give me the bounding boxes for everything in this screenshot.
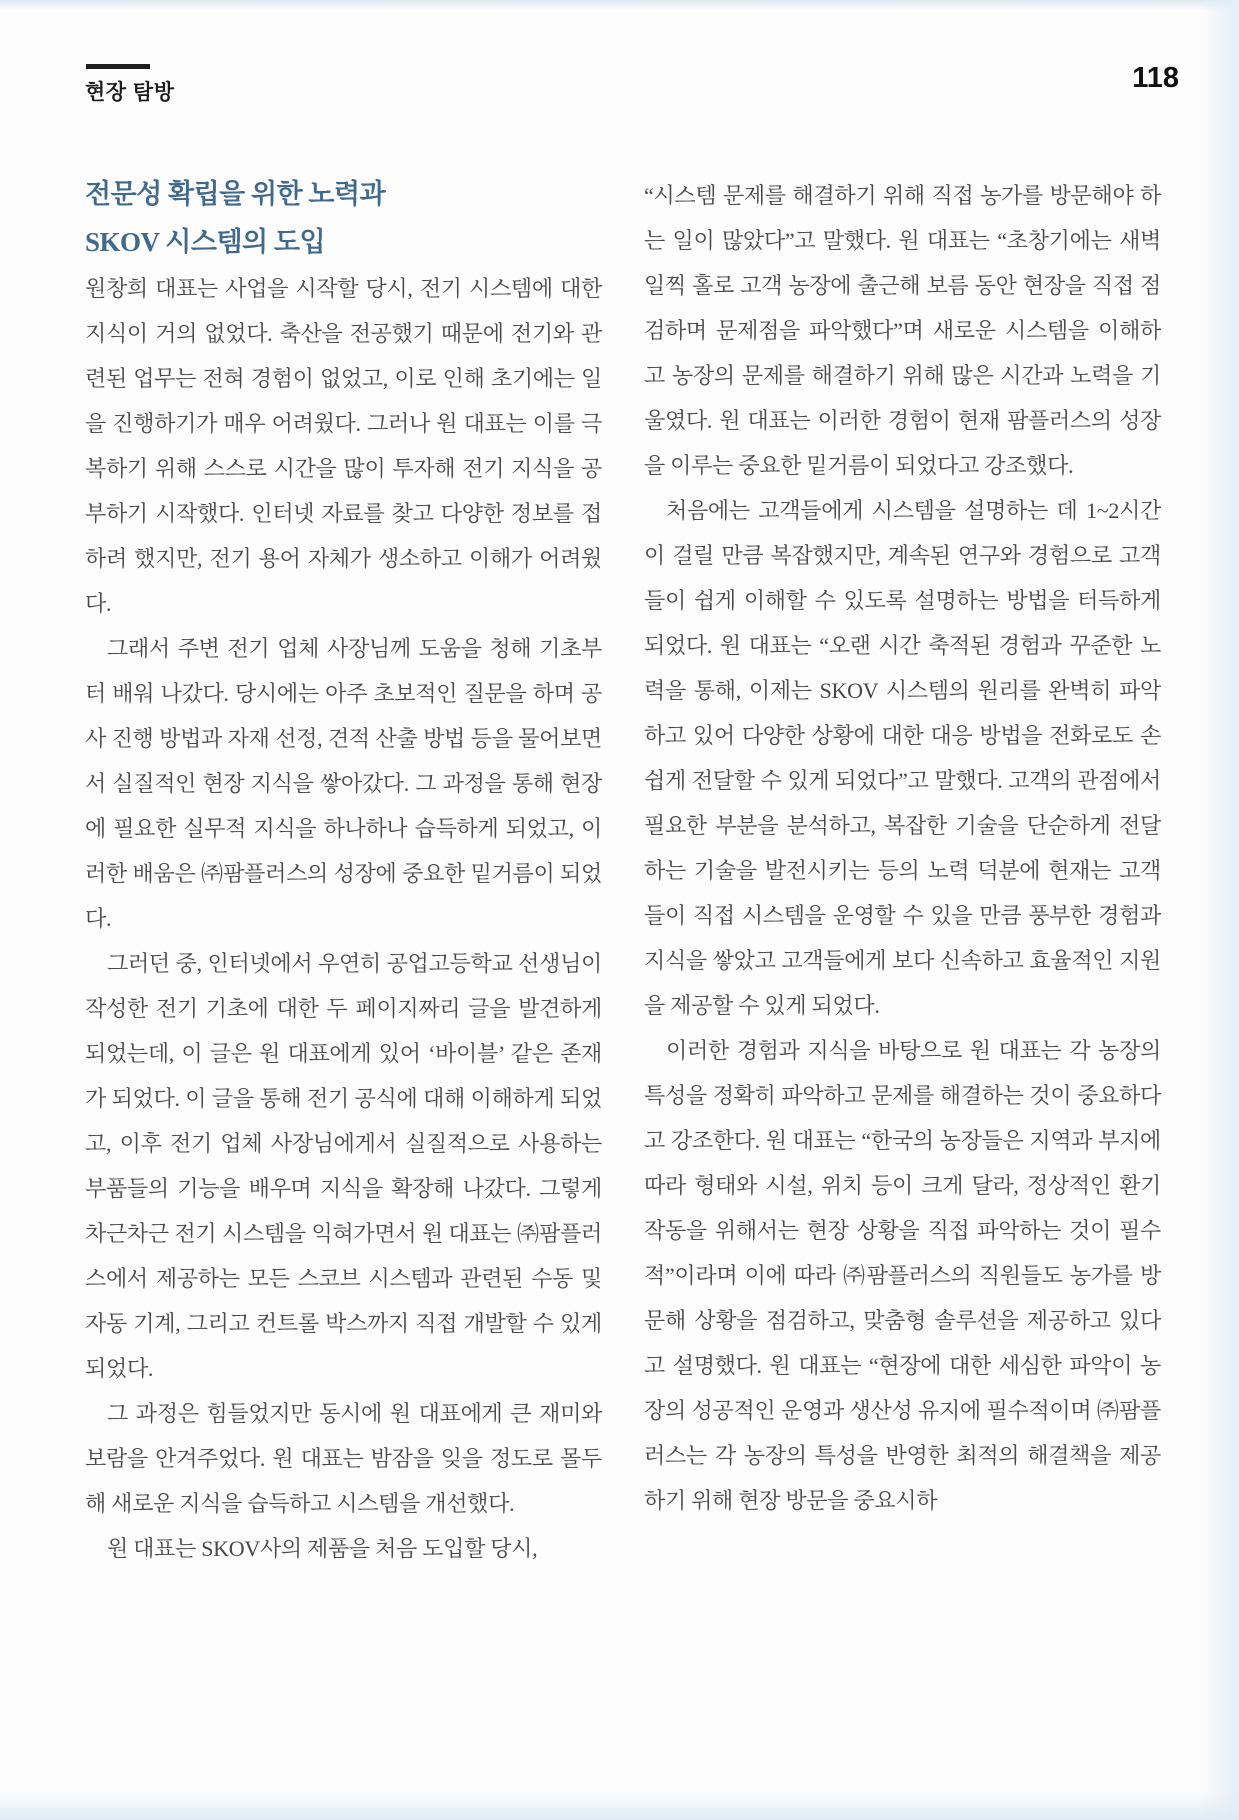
paragraph: 그러던 중, 인터넷에서 우연히 공업고등학교 선생님이 작성한 전기 기초에 대한 두 페이지짜리 글을 발견하게 되었는데, 이 글은 원 대표에게 있어 ‘바이블’ 같은 존재가 되었다. 이 글을 통해 전기 공식에 대해 이해하게 되었고, 이후 전기 업체 사장님에게서 실질적으로 사용하는 부품들의 기능을 배우며 지식을 확장해 나갔다. 그렇게 차근차근 전기 시스템을 익혀가면서 원 대표는 ㈜팜플러스에서 제공하는 모든 스코브 시스템과 관련된 수동 및 자동 기계, 그리고 컨트롤 박스까지 직접 개발할 수 있게 되었다.	[85, 951, 602, 1381]
page-edge-tint-bottom	[0, 1792, 1239, 1820]
section-label: 현장 탐방	[85, 81, 175, 104]
paragraph: 원창희 대표는 사업을 시작할 당시, 전기 시스템에 대한 지식이 거의 없었다. 축산을 전공했기 때문에 전기와 관련된 업무는 전혀 경험이 없었고, 이로 인해 초기에는 일을 진행하기가 매우 어려웠다. 그러나 원 대표는 이를 극복하기 위해 스스로 시간을 많이 투자해 전기 지식을 공부하기 시작했다. 인터넷 자료를 찾고 다양한 정보를 접하려 했지만, 전기 용어 자체가 생소하고 이해가 어려웠다.	[85, 276, 602, 616]
paragraph: 그래서 주변 전기 업체 사장님께 도움을 청해 기초부터 배워 나갔다. 당시에는 아주 초보적인 질문을 하며 공사 진행 방법과 자재 선정, 견적 산출 방법 등을 물어보면서 실질적인 현장 지식을 쌓아갔다. 그 과정을 통해 현장에 필요한 실무적 지식을 하나하나 습득하게 되었고, 이러한 배움은 ㈜팜플러스의 성장에 중요한 밑거름이 되었다.	[85, 636, 602, 931]
article-heading-line-1: 전문성 확립을 위한 노력과	[85, 179, 386, 209]
paragraph: 이러한 경험과 지식을 바탕으로 원 대표는 각 농장의 특성을 정확히 파악하고 문제를 해결하는 것이 중요하다고 강조한다. 원 대표는 “한국의 농장들은 지역과 부지에 따라 형태와 시설, 위치 등이 크게 달라, 정상적인 환기 작동을 위해서는 현장 상황을 직접 파악하는 것이 필수적”이라며 이에 따라 ㈜팜플러스의 직원들도 농가를 방문해 상황을 점검하고, 맞춤형 솔루션을 제공하고 있다고 설명했다. 원 대표는 “현장에 대한 세심한 파악이 농장의 성공적인 운영과 생산성 유지에 필수적이며 ㈜팜플러스는 각 농장의 특성을 반영한 최적의 해결책을 제공하기 위해 현장 방문을 중요시하	[644, 1038, 1161, 1513]
article-heading-line-2: SKOV 시스템의 도입	[85, 227, 326, 257]
page-edge-tint-right	[1199, 0, 1239, 1820]
left-column	[85, 170, 602, 1571]
paragraph: “시스템 문제를 해결하기 위해 직접 농가를 방문해야 하는 일이 많았다”고 말했다. 원 대표는 “초창기에는 새벽 일찍 홀로 고객 농장에 출근해 보름 동안 현장을 직접 점검하며 문제점을 파악했다”며 새로운 시스템을 이해하고 농장의 문제를 해결하기 위해 많은 시간과 노력을 기울였다. 원 대표는 이러한 경험이 현재 팜플러스의 성장을 이루는 중요한 밑거름이 되었다고 강조했다.	[644, 183, 1161, 478]
paragraph: 원 대표는 SKOV사의 제품을 처음 도입할 당시,	[107, 1536, 538, 1561]
paragraph: 그 과정은 힘들었지만 동시에 원 대표에게 큰 재미와 보람을 안겨주었다. 원 대표는 밤잠을 잊을 정도로 몰두해 새로운 지식을 습득하고 시스템을 개선했다.	[85, 1401, 602, 1516]
right-column	[644, 173, 1161, 1523]
section-rule	[86, 64, 150, 69]
page-edge-tint-top	[0, 0, 1239, 10]
page-number: 118	[1132, 62, 1179, 94]
paragraph: 처음에는 고객들에게 시스템을 설명하는 데 1~2시간이 걸릴 만큼 복잡했지만, 계속된 연구와 경험으로 고객들이 쉽게 이해할 수 있도록 설명하는 방법을 터득하게 되었다. 원 대표는 “오랜 시간 축적된 경험과 꾸준한 노력을 통해, 이제는 SKOV 시스템의 원리를 완벽히 파악하고 있어 다양한 상황에 대한 대응 방법을 전화로도 손쉽게 전달할 수 있게 되었다”고 말했다. 고객의 관점에서 필요한 부분을 분석하고, 복잡한 기술을 단순하게 전달하는 기술을 발전시키는 등의 노력 덕분에 현재는 고객들이 직접 시스템을 운영할 수 있을 만큼 풍부한 경험과 지식을 쌓았고 고객들에게 보다 신속하고 효율적인 지원을 제공할 수 있게 되었다.	[644, 498, 1161, 1018]
